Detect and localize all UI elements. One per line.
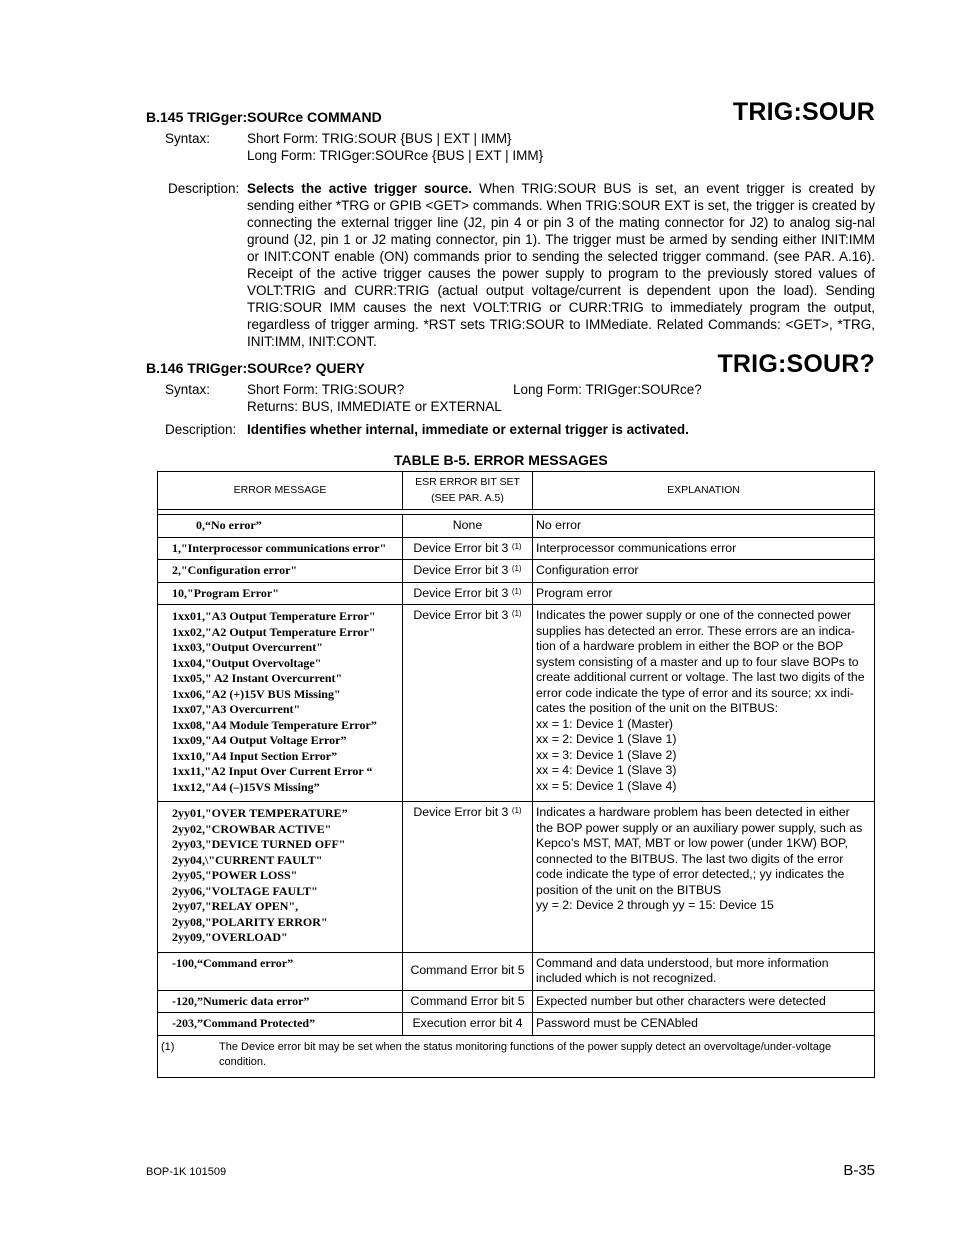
table-row (158, 1013, 875, 1036)
description-text: Identifies whether internal, immediate or external trigger is activated. (247, 422, 689, 437)
esr-bit-text: Device Error bit 3 (413, 540, 509, 555)
esr-bit-cell (403, 952, 533, 990)
error-message-line: 2yy06,"VOLTAGE FAULT" (172, 883, 318, 898)
error-message-line: 1xx03,"Output Overcurrent" (172, 640, 323, 654)
explanation-cell (533, 802, 875, 953)
footnote-ref: (1) (511, 564, 522, 573)
esr-bit-text: Device Error bit 3 (413, 608, 509, 622)
explanation-line: xx = 2: Device 1 (Slave 1) (536, 732, 677, 746)
explanation-line: xx = 4: Device 1 (Slave 3) (536, 763, 677, 777)
explanation-line: supplies has detected an error. These errors are an indica- (536, 623, 855, 638)
esr-bit-cell (403, 990, 533, 1013)
error-message-cell (158, 515, 403, 538)
explanation-cell (533, 537, 875, 560)
esr-bit-text: Command Error bit 5 (410, 993, 525, 1008)
error-message-line: 2yy03,"DEVICE TURNED OFF" (172, 837, 346, 851)
error-message-cell (158, 582, 403, 605)
error-message-cell (158, 802, 403, 953)
esr-bit-text: Command Error bit 5 (410, 963, 525, 978)
header-error-message: ERROR MESSAGE (158, 472, 403, 510)
error-message-line: 1xx04,"Output Overvoltage" (172, 655, 322, 670)
explanation-line: tion of a hardware problem in either the BOP or the BOP (536, 639, 844, 653)
description-rest: When TRIG:SOUR BUS is set, an event trigger is created by sending either *TRG or GPIB <GET> commands. When TRIG:SOUR EXT is set, the trigger is created by connecting the external trigger line (J2, pin 4 or pin 3 of the mating connector for J2) to analog sig-nal ground (J2, pin 1 or J2 mating connector, pin 1). The trigger must be armed by sending either INIT:IMM or INIT:CONT enable (ON) commands prior to sending the selected trigger command. (see PAR. A.16). Receipt of the active trigger causes the power supply to program to the previously stored values of VOLT:TRIG and CURR:TRIG (actual output voltage/current is dependent upon the load). Sending TRIG:SOUR IMM causes the next VOLT:TRIG or CURR:TRIG to immediately program the output, regardless of trigger arming. *RST sets TRIG:SOUR to IMMediate. Related Commands: <GET>, *TRG, INIT:IMM, INIT:CONT. (247, 181, 875, 349)
error-message-line: 2yy05,"POWER LOSS" (172, 868, 298, 882)
explanation-cell (533, 582, 875, 605)
footnote-text: The Device error bit may be set when the status monitoring functions of the power supply detect an overvoltage/under-voltage condition. (219, 1040, 832, 1068)
error-message-line: 1xx07,"A3 Overcurrent" (172, 702, 301, 716)
header-explanation: EXPLANATION (533, 472, 875, 510)
section-heading-b145: B.145 TRIGger:SOURce COMMAND (146, 109, 382, 125)
error-message-cell (158, 560, 403, 583)
description-bold: Selects the active trigger source. (247, 181, 473, 196)
explanation-line: Command and data understood, but more information (536, 955, 829, 970)
error-message-line: 0,“No error” (196, 518, 262, 532)
explanation-line: yy = 2: Device 2 through yy = 15: Device 15 (536, 898, 774, 912)
footnote-ref: (1) (511, 541, 522, 551)
error-message-line: 2yy07,"RELAY OPEN", (172, 899, 299, 913)
explanation-line: Indicates the power supply or one of the connected power (536, 608, 852, 622)
explanation-line: cates the position of the unit on the BITBUS: (536, 701, 778, 715)
error-message-line: 2yy08,"POLARITY ERROR" (172, 914, 328, 929)
explanation-line: Password must be CENAbled (536, 1016, 698, 1030)
explanation-cell (533, 605, 875, 802)
table-footnote (158, 1035, 875, 1077)
error-message-line: 2,"Configuration error" (172, 563, 298, 577)
header-esr-bit (403, 472, 533, 510)
error-message-cell (158, 1013, 403, 1036)
explanation-line: Indicates a hardware problem has been detected in either (536, 805, 850, 819)
explanation-line: Interprocessor communications error (536, 540, 737, 555)
footer-doc-id: BOP-1K 101509 (146, 1166, 227, 1178)
short-form: Short Form: TRIG:SOUR? (247, 382, 405, 397)
explanation-cell (533, 952, 875, 990)
syntax-label: Syntax: (165, 382, 211, 397)
short-form: Short Form: TRIG:SOUR {BUS | EXT | IMM} (247, 131, 512, 146)
error-message-line: 1xx11,"A2 Input Over Current Error “ (172, 764, 373, 778)
error-message-line: 1xx05," A2 Instant Overcurrent" (172, 671, 343, 685)
error-message-line: 1xx01,"A3 Output Temperature Error" (172, 609, 376, 623)
error-message-cell (158, 952, 403, 990)
explanation-line: Program error (536, 585, 613, 600)
esr-bit-cell (403, 560, 533, 583)
explanation-line: the BOP power supply or an auxiliary power supply, such as (536, 820, 863, 835)
section-heading-b146: B.146 TRIGger:SOURce? QUERY (146, 360, 365, 376)
table-row (158, 952, 875, 990)
esr-bit-cell (403, 537, 533, 560)
error-message-line: 2yy09,"OVERLOAD" (172, 930, 288, 944)
table-row (158, 560, 875, 583)
description-label: Description: (168, 181, 240, 196)
error-message-line: -120,”Numeric data error” (172, 993, 310, 1008)
header-esr-bit-line2: (SEE PAR. A.5) (431, 491, 504, 504)
table-row (158, 515, 875, 538)
returns: Returns: BUS, IMMEDIATE or EXTERNAL (247, 399, 502, 414)
description-text (247, 180, 875, 350)
error-message-cell (158, 605, 403, 802)
error-message-line: 10,"Program Error" (172, 585, 279, 600)
explanation-line: create additional current or voltage. The last two digits of the (536, 670, 865, 684)
explanation-cell (533, 1013, 875, 1036)
table-header-row (158, 472, 875, 510)
explanation-line: code indicate the type of error detected,; yy indicates the (536, 867, 845, 881)
explanation-cell (533, 560, 875, 583)
header-esr-bit-line1: ESR ERROR BIT SET (415, 476, 520, 488)
footnote-ref: (1) (511, 806, 522, 815)
esr-bit-text: Execution error bit 4 (412, 1016, 523, 1030)
esr-bit-cell (403, 802, 533, 953)
esr-bit-text: Device Error bit 3 (413, 585, 509, 600)
error-message-line: 2yy01,"OVER TEMPERATURE” (172, 806, 348, 820)
error-message-cell (158, 537, 403, 560)
esr-bit-text: Device Error bit 3 (413, 563, 509, 577)
error-message-line: 1xx09,"A4 Output Voltage Error” (172, 733, 347, 747)
explanation-line: Kepco’s MST, MAT, MBT or low power (under 1KW) BOP, (536, 836, 849, 850)
error-message-line: 1xx06,"A2 (+)15V BUS Missing" (172, 686, 341, 701)
error-message-line: -100,“Command error” (172, 955, 294, 970)
error-message-line: 2yy02,"CROWBAR ACTIVE" (172, 821, 332, 836)
esr-bit-cell (403, 515, 533, 538)
error-message-line: -203,”Command Protected” (172, 1016, 316, 1030)
explanation-cell (533, 990, 875, 1013)
table-row (158, 802, 875, 953)
explanation-line: xx = 3: Device 1 (Slave 2) (536, 747, 677, 762)
table-row (158, 582, 875, 605)
explanation-line: error code indicate the type of error and its source; xx indi- (536, 685, 854, 700)
error-message-line: 1xx08,"A4 Module Temperature Error” (172, 717, 377, 732)
explanation-line: included which is not recognized. (536, 971, 717, 985)
esr-bit-text: None (452, 518, 483, 532)
footnote-mark: (1) (161, 1040, 175, 1053)
explanation-line: system consisting of a master and up to four slave BOPs to (536, 654, 859, 669)
error-messages-table (157, 471, 875, 1078)
long-form: Long Form: TRIGger:SOURce? (513, 382, 702, 397)
error-message-line: 1xx12,"A4 (–)15VS Missing” (172, 779, 320, 794)
explanation-line: xx = 1: Device 1 (Master) (536, 716, 674, 731)
explanation-line: Configuration error (536, 563, 639, 577)
explanation-line: position of the unit on the BITBUS (536, 882, 722, 897)
esr-bit-text: Device Error bit 3 (413, 805, 509, 819)
error-message-line: 1,"Interprocessor communications error" (172, 540, 387, 555)
footnote-ref: (1) (511, 586, 522, 596)
table-row (158, 990, 875, 1013)
error-message-line: 1xx02,"A2 Output Temperature Error" (172, 624, 376, 639)
command-title-trig-sour-query: TRIG:SOUR? (717, 350, 875, 378)
page-number: B-35 (843, 1162, 875, 1179)
error-message-line: 1xx10,"A4 Input Section Error” (172, 748, 338, 763)
description-label: Description: (165, 422, 237, 437)
table-row (158, 605, 875, 802)
syntax-label: Syntax: (165, 131, 211, 146)
error-message-cell (158, 990, 403, 1013)
table-row (158, 537, 875, 560)
table-body (158, 515, 875, 1036)
explanation-line: Expected number but other characters were detected (536, 993, 826, 1008)
table-title: TABLE B-5. ERROR MESSAGES (394, 452, 608, 468)
error-message-line: 2yy04,\"CURRENT FAULT" (172, 852, 323, 867)
esr-bit-cell (403, 605, 533, 802)
command-title-trig-sour: TRIG:SOUR (732, 98, 875, 126)
explanation-line: xx = 5: Device 1 (Slave 4) (536, 778, 677, 793)
esr-bit-cell (403, 1013, 533, 1036)
footnote-ref: (1) (511, 609, 522, 618)
esr-bit-cell (403, 582, 533, 605)
explanation-line: connected to the BITBUS. The last two digits of the error (536, 851, 844, 866)
long-form: Long Form: TRIGger:SOURce {BUS | EXT | IMM} (247, 148, 544, 163)
explanation-cell (533, 515, 875, 538)
explanation-line: No error (536, 518, 582, 532)
